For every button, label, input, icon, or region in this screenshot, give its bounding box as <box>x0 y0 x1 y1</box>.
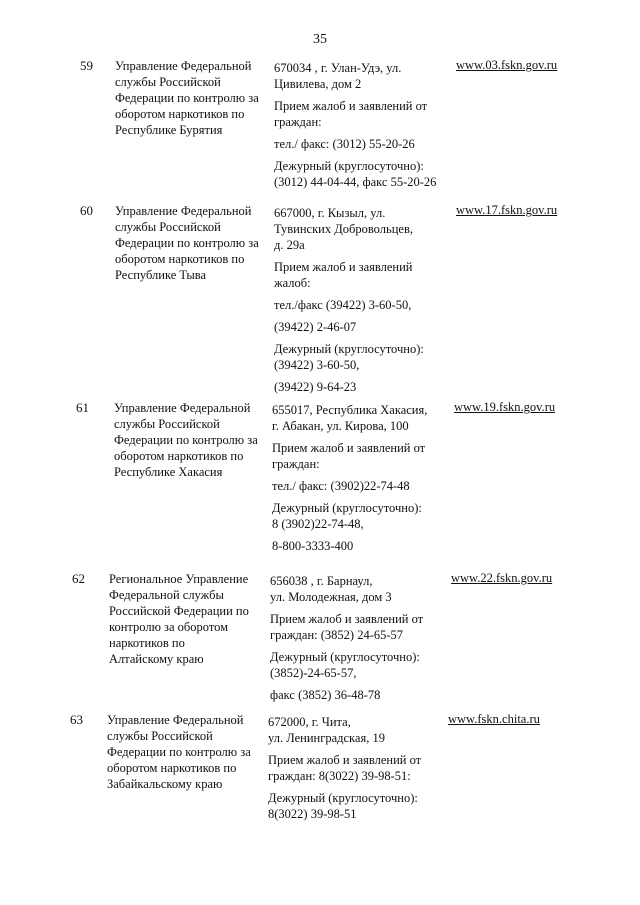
contact-block <box>268 752 438 784</box>
contact-block <box>272 440 442 472</box>
organization-name <box>114 400 274 480</box>
contact-block <box>274 297 444 313</box>
website-link[interactable]: www.22.fskn.gov.ru <box>451 571 553 585</box>
organization-name-line: оборотом наркотиков по <box>115 107 245 121</box>
contact-block <box>274 60 444 92</box>
contact-line: граждан: 8(3022) 39-98-51: <box>268 769 411 783</box>
contact-info <box>268 714 438 822</box>
contact-block <box>270 573 440 605</box>
contact-line: 8(3022) 39-98-51 <box>268 807 357 821</box>
contact-line: Прием жалоб и заявлений <box>274 260 413 274</box>
contact-line: 667000, г. Кызыл, ул. <box>274 206 386 220</box>
contact-line: граждан: <box>274 115 322 129</box>
organization-name-line: Забайкальскому краю <box>107 777 223 791</box>
contact-line: ул. Молодежная, дом 3 <box>270 590 392 604</box>
contact-info <box>270 573 440 703</box>
website-link[interactable]: www.fskn.chita.ru <box>448 712 540 726</box>
contact-block <box>270 611 440 643</box>
organization-name <box>115 58 275 138</box>
contact-block <box>272 402 442 434</box>
contact-block <box>274 379 444 395</box>
website-link[interactable]: www.03.fskn.gov.ru <box>456 58 558 72</box>
organization-name-line: Российской Федерации по <box>109 604 249 618</box>
organization-name-line: Федерации по контролю за <box>115 91 259 105</box>
contact-line: Прием жалоб и заявлений от <box>268 753 422 767</box>
organization-name-line: службы Российской <box>115 75 221 89</box>
contact-block <box>268 714 438 746</box>
organization-name-line: контролю за оборотом <box>109 620 229 634</box>
organization-name-line: Республике Тыва <box>115 268 207 282</box>
contact-line: Тувинских Добровольцев, <box>274 222 413 236</box>
organization-name <box>107 712 267 792</box>
entry-number: 61 <box>76 400 89 415</box>
organization-name-line: Республике Хакасия <box>114 465 223 479</box>
organization-name-line: Федерации по контролю за <box>115 236 259 250</box>
contact-line: Прием жалоб и заявлений от <box>272 441 426 455</box>
contact-line: Дежурный (круглосуточно): <box>270 650 420 664</box>
entry-number: 62 <box>72 571 85 586</box>
contact-line: жалоб: <box>274 276 311 290</box>
contact-block <box>274 158 444 190</box>
contact-line: граждан: (3852) 24-65-57 <box>270 628 404 642</box>
contact-line: Дежурный (круглосуточно): <box>274 159 424 173</box>
contact-line: (39422) 3-60-50, <box>274 358 360 372</box>
organization-name-line: службы Российской <box>114 417 220 431</box>
contact-line: (39422) 2-46-07 <box>274 320 357 334</box>
website-link[interactable]: www.17.fskn.gov.ru <box>456 203 558 217</box>
contact-line: Дежурный (круглосуточно): <box>272 501 422 515</box>
contact-block <box>272 538 442 554</box>
contact-line: Дежурный (круглосуточно): <box>268 791 418 805</box>
organization-name-line: службы Российской <box>115 220 221 234</box>
page-number: 35 <box>313 32 327 47</box>
contact-info <box>274 60 444 190</box>
organization-name-line: Федерации по контролю за <box>107 745 251 759</box>
organization-name-line: Региональное Управление <box>109 572 249 586</box>
organization-name-line: Управление Федеральной <box>114 401 251 415</box>
contact-block <box>268 790 438 822</box>
contact-block <box>274 205 444 253</box>
organization-name-line: оборотом наркотиков по <box>114 449 244 463</box>
contact-line: 8-800-3333-400 <box>272 539 354 553</box>
contact-block <box>272 478 442 494</box>
contact-line: факс (3852) 36-48-78 <box>270 688 381 702</box>
contact-line: тел./факс (39422) 3-60-50, <box>274 298 412 312</box>
organization-name-line: Алтайскому краю <box>109 652 204 666</box>
entry-number: 59 <box>80 58 93 73</box>
organization-name-line: Управление Федеральной <box>107 713 244 727</box>
organization-name-line: Управление Федеральной <box>115 204 252 218</box>
contact-line: тел./ факс: (3902)22-74-48 <box>272 479 410 493</box>
organization-name-line: оборотом наркотиков по <box>107 761 237 775</box>
organization-name-line: Федерации по контролю за <box>114 433 258 447</box>
organization-name-line: Управление Федеральной <box>115 59 252 73</box>
contact-line: 655017, Республика Хакасия, <box>272 403 428 417</box>
contact-line: 656038 , г. Барнаул, <box>270 574 373 588</box>
contact-line: (39422) 9-64-23 <box>274 380 357 394</box>
organization-name-line: Федеральной службы <box>109 588 224 602</box>
contact-line: д. 29а <box>274 238 305 252</box>
contact-line: граждан: <box>272 457 320 471</box>
organization-name <box>109 571 269 667</box>
contact-line: Цивилева, дом 2 <box>274 77 362 91</box>
organization-name-line: службы Российской <box>107 729 213 743</box>
contact-block <box>274 341 444 373</box>
website-link[interactable]: www.19.fskn.gov.ru <box>454 400 556 414</box>
contact-line: г. Абакан, ул. Кирова, 100 <box>272 419 409 433</box>
contact-line: 672000, г. Чита, <box>268 715 351 729</box>
contact-line: тел./ факс: (3012) 55-20-26 <box>274 137 415 151</box>
contact-line: 8 (3902)22-74-48, <box>272 517 364 531</box>
contact-block <box>270 649 440 681</box>
contact-block <box>270 687 440 703</box>
organization-name <box>115 203 275 283</box>
contact-line: (3012) 44-04-44, факс 55-20-26 <box>274 175 437 189</box>
organization-name-line: Республике Бурятия <box>115 123 223 137</box>
organization-name-line: оборотом наркотиков по <box>115 252 245 266</box>
contact-info <box>272 402 442 554</box>
contact-info <box>274 205 444 395</box>
contact-block <box>274 98 444 130</box>
contact-line: Дежурный (круглосуточно): <box>274 342 424 356</box>
contact-line: 670034 , г. Улан-Удэ, ул. <box>274 61 402 75</box>
contact-line: ул. Ленинградская, 19 <box>268 731 385 745</box>
contact-block <box>272 500 442 532</box>
contact-line: Прием жалоб и заявлений от <box>270 612 424 626</box>
contact-block <box>274 136 444 152</box>
organization-name-line: наркотиков по <box>109 636 185 650</box>
contact-block <box>274 319 444 335</box>
entry-number: 60 <box>80 203 93 218</box>
contact-line: Прием жалоб и заявлений от <box>274 99 428 113</box>
entry-number: 63 <box>70 712 83 727</box>
contact-line: (3852)-24-65-57, <box>270 666 357 680</box>
contact-block <box>274 259 444 291</box>
